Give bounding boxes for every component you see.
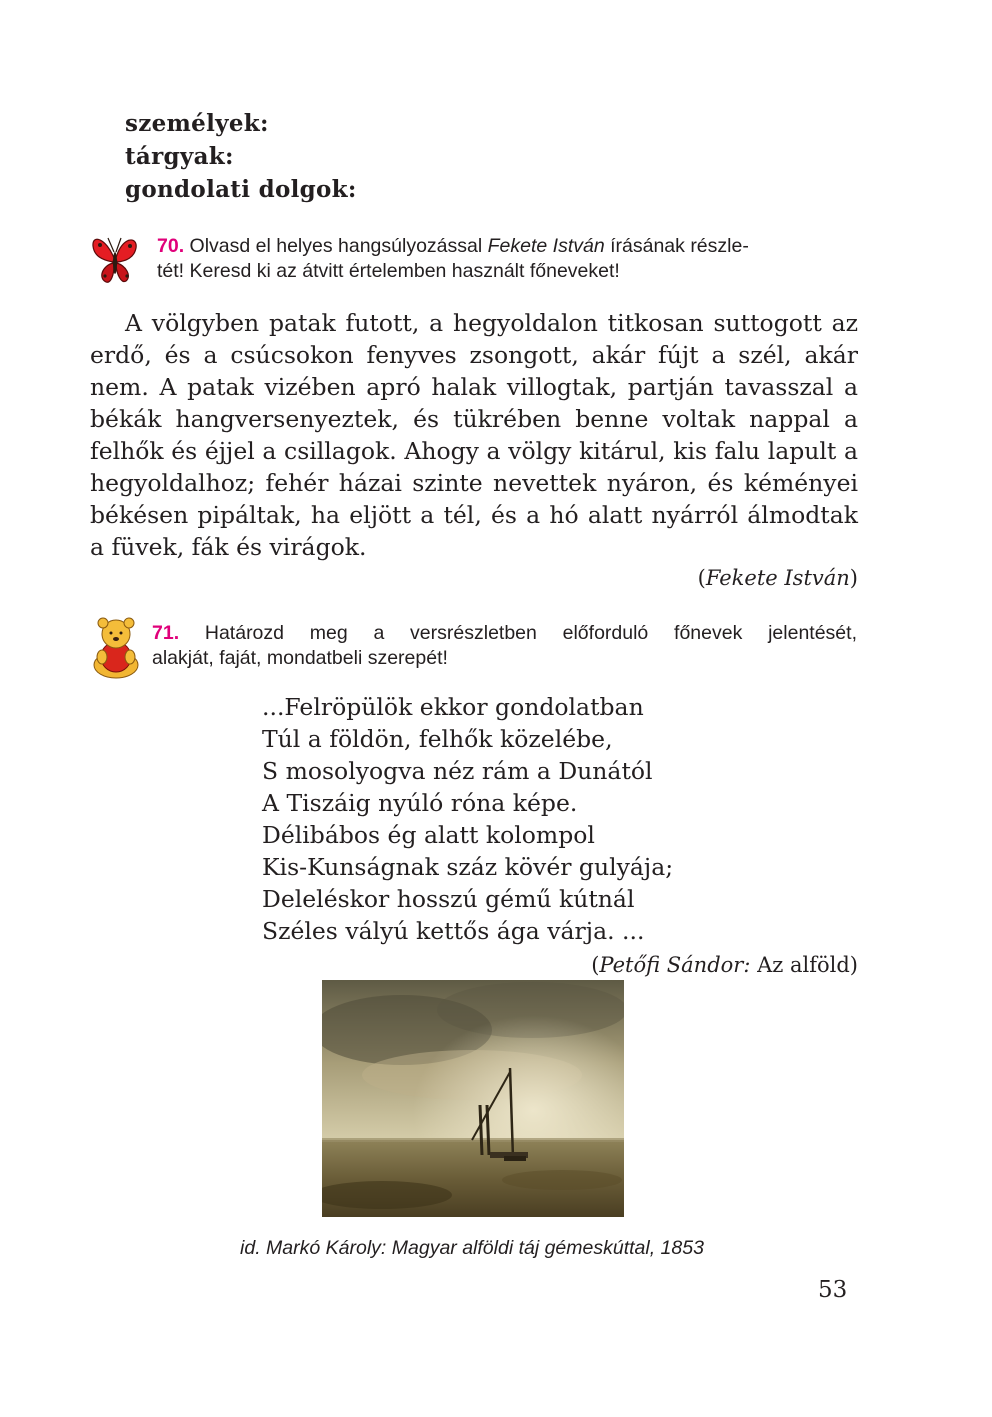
task-70-line-2: tét! Keresd ki az átvitt értelemben használt főneveket! — [157, 260, 620, 282]
task-71-number: 71. — [152, 622, 180, 644]
winnie-the-pooh-icon — [88, 617, 144, 679]
poem-line: ...Felröpülök ekkor gondolatban — [262, 693, 644, 721]
heading-abstract-things: gondolati dolgok: — [125, 176, 357, 203]
task-71 — [152, 621, 857, 671]
poem-line: A Tiszáig nyúló róna képe. — [262, 789, 578, 817]
poem-attribution-open: ( — [591, 953, 600, 977]
heading-persons: személyek: — [125, 110, 269, 137]
task-70-number: 70. — [157, 235, 185, 257]
task-70 — [157, 234, 857, 284]
poem-attribution — [591, 953, 858, 977]
task-70-text-b: írásának részle- — [604, 235, 749, 257]
task-71-line-1 — [152, 621, 857, 646]
task-70-line-1 — [157, 234, 857, 259]
task-71-line-2: alakját, faját, mondatbeli szerepét! — [152, 647, 448, 669]
prose-attribution — [698, 566, 858, 590]
poem-attribution-title: Az alföld) — [750, 953, 858, 977]
prose-passage: A völgyben patak futott, a hegyoldalon titkosan suttogott az erdő, és a csúcsokon fenyves zsongott, akár fújt a szél, akár nem. A patak vizében apró halak villogtak, partján tavasszal a békák hangversenyeztek, és tükrében benne voltak nappal a felhők és éjjel a csillagok. Ahogy a völgy kitárul, kis falu lapult a hegyoldalhoz; fehér házai szinte nevettek nyáron, és kéményei békésen pipáltak, ha eljött a tél, és a hó alatt nyárról álmodtak a füvek, fák és virágok. — [90, 309, 858, 561]
painting-image — [322, 980, 624, 1217]
task-70-author: Fekete István — [487, 235, 605, 257]
page-number: 53 — [818, 1277, 848, 1303]
prose-attribution-close: ) — [849, 566, 858, 590]
task-71-text-a: Határozd meg a versrészletben előforduló főnevek jelentését, — [204, 622, 857, 644]
poem-line: Délibábos ég alatt kolompol — [262, 821, 595, 849]
prose-attribution-author: Fekete István — [705, 566, 850, 590]
poem-line: Széles vályú kettős ága várja. ... — [262, 917, 645, 945]
poem-line: Túl a földön, felhők közelébe, — [262, 725, 613, 753]
painting-caption: id. Markó Károly: Magyar alföldi táj gémeskúttal, 1853 — [240, 1237, 704, 1259]
heading-objects: tárgyak: — [125, 143, 234, 170]
prose-attribution-open: ( — [697, 566, 706, 590]
poem-attribution-author: Petőfi Sándor: — [599, 953, 751, 977]
butterfly-icon — [90, 232, 140, 292]
task-70-text-a: Olvasd el helyes hangsúlyozással — [189, 235, 488, 257]
poem-line: Kis-Kunságnak száz kövér gulyája; — [262, 853, 674, 881]
poem-line: S mosolyogva néz rám a Dunától — [262, 757, 653, 785]
poem-line: Deleléskor hosszú gémű kútnál — [262, 885, 635, 913]
